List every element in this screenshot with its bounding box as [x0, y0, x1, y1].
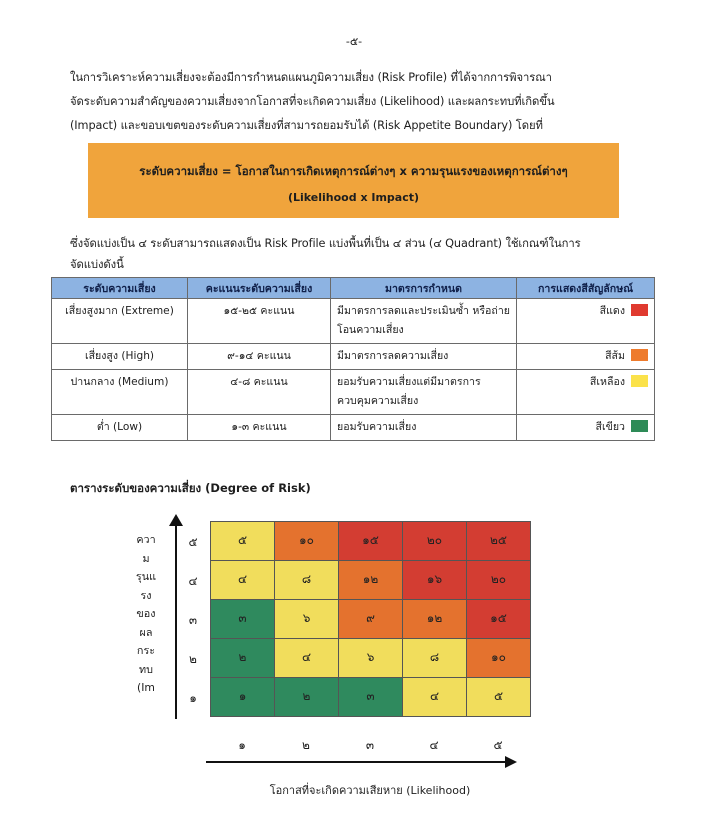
matrix-cell: ๘	[274, 560, 339, 600]
matrix-cell: ๒๐	[466, 560, 531, 600]
matrix-cell: ๑๕	[338, 521, 403, 561]
y-axis-line	[175, 524, 177, 719]
intro-line-1: ในการวิเคราะห์ความเสี่ยงจะต้องมีการกำหนดแผนภูมิความเสี่ยง (Risk Profile) ที่ได้จากการพิจารณา	[70, 71, 552, 84]
color-swatch	[631, 375, 648, 387]
matrix-cell: ๑๖	[402, 560, 467, 600]
color-swatch	[631, 420, 648, 432]
color-name: สีเหลือง	[589, 376, 625, 388]
matrix-cell: ๓	[338, 677, 403, 717]
page-number: -๕-	[345, 35, 363, 48]
y-tick-label: ๓	[188, 613, 198, 627]
row-measure: ยอมรับความเสี่ยง	[331, 415, 517, 441]
risk-matrix-grid	[210, 521, 530, 716]
matrix-cell: ๙	[338, 599, 403, 639]
matrix-cell: ๓	[210, 599, 275, 639]
matrix-cell: ๘	[402, 638, 467, 678]
row-color-symbol	[517, 370, 655, 415]
row-level: เสี่ยงสูงมาก (Extreme)	[52, 299, 188, 344]
x-tick-label: ๔	[429, 738, 439, 752]
matrix-cell: ๔	[402, 677, 467, 717]
matrix-cell: ๑๕	[466, 599, 531, 639]
row-level: ปานกลาง (Medium)	[52, 370, 188, 415]
row-score: ๔-๘ คะแนน	[188, 370, 331, 415]
table-row	[52, 370, 655, 415]
matrix-cell: ๖	[274, 599, 339, 639]
matrix-cell: ๔	[210, 560, 275, 600]
header-score: คะแนนระดับความเสี่ยง	[188, 278, 331, 299]
table-row	[52, 415, 655, 441]
row-level: ต่ำ (Low)	[52, 415, 188, 441]
row-score: ๙-๑๔ คะแนน	[188, 344, 331, 370]
color-swatch	[631, 304, 648, 316]
row-color-symbol	[517, 299, 655, 344]
matrix-cell: ๖	[338, 638, 403, 678]
color-name: สีเขียว	[595, 421, 625, 433]
header-color: การแสดงสีสัญลักษณ์	[517, 278, 655, 299]
matrix-cell: ๒	[274, 677, 339, 717]
matrix-cell: ๑๐	[274, 521, 339, 561]
risk-level-table	[51, 277, 655, 441]
matrix-cell: ๕	[466, 677, 531, 717]
row-score: ๑๕-๒๕ คะแนน	[188, 299, 331, 344]
y-axis-arrow-icon	[169, 514, 183, 526]
formula-box	[88, 143, 619, 218]
table-row	[52, 299, 655, 344]
y-axis-label: ควา ม รุนแ รง ของ ผล กระ ทบ (Im	[135, 533, 157, 694]
header-level: ระดับความเสี่ยง	[52, 278, 188, 299]
matrix-cell: ๕	[210, 521, 275, 561]
row-color-symbol	[517, 344, 655, 370]
x-tick-label: ๒	[302, 738, 310, 752]
matrix-cell: ๒๐	[402, 521, 467, 561]
row-measure: มีมาตรการลดและประเมินซ้ำ หรือถ่ายโอนความเสี่ยง	[331, 299, 517, 344]
row-color-symbol	[517, 415, 655, 441]
matrix-cell: ๔	[274, 638, 339, 678]
row-score: ๑-๓ คะแนน	[188, 415, 331, 441]
x-tick-label: ๓	[365, 738, 375, 752]
color-name: สีแดง	[599, 305, 625, 317]
classify-line-2: จัดแบ่งดังนี้	[70, 258, 124, 271]
x-tick-label: ๕	[493, 738, 503, 752]
row-measure: มีมาตรการลดความเสี่ยง	[331, 344, 517, 370]
table-header-row	[52, 278, 655, 299]
matrix-cell: ๒	[210, 638, 275, 678]
matrix-title: ตารางระดับของความเสี่ยง (Degree of Risk)	[70, 481, 311, 495]
y-tick-label: ๒	[189, 652, 197, 666]
y-tick-label: ๕	[188, 535, 198, 549]
matrix-cell: ๑	[210, 677, 275, 717]
table-row	[52, 344, 655, 370]
header-measure: มาตรการกำหนด	[331, 278, 517, 299]
classify-line-1: ซึ่งจัดแบ่งเป็น ๔ ระดับสามารถแสดงเป็น Risk Profile แบ่งพื้นที่เป็น ๔ ส่วน (๔ Quadrant) ใช้เกณฑ์ในการ	[70, 237, 581, 250]
row-level: เสี่ยงสูง (High)	[52, 344, 188, 370]
matrix-cell: ๑๐	[466, 638, 531, 678]
color-name: สีส้ม	[605, 350, 625, 362]
matrix-cell: ๒๕	[466, 521, 531, 561]
row-measure: ยอมรับความเสี่ยงแต่มีมาตรการ ควบคุมความเสี่ยง	[331, 370, 517, 415]
intro-line-2: จัดระดับความสำคัญของความเสี่ยงจากโอกาสที่จะเกิดความเสี่ยง (Likelihood) และผลกระทบที่เกิดขึ้น	[70, 95, 555, 108]
y-tick-label: ๔	[188, 574, 198, 588]
formula-sub: (Likelihood x Impact)	[287, 191, 420, 204]
y-tick-label: ๑	[189, 691, 197, 705]
x-axis-line	[206, 761, 506, 763]
matrix-cell: ๑๒	[402, 599, 467, 639]
x-axis-arrow-icon	[505, 756, 517, 768]
formula-main: ระดับความเสี่ยง = โอกาสในการเกิดเหตุการณ์ต่างๆ x ความรุนแรงของเหตุการณ์ต่างๆ	[139, 164, 568, 178]
color-swatch	[631, 349, 648, 361]
intro-line-3: (Impact) และขอบเขตของระดับความเสี่ยงที่สามารถยอมรับได้ (Risk Appetite Boundary) โดยที่	[70, 119, 543, 132]
matrix-cell: ๑๒	[338, 560, 403, 600]
x-tick-label: ๑	[238, 738, 246, 752]
x-axis-label: โอกาสที่จะเกิดความเสียหาย (Likelihood)	[269, 784, 471, 797]
